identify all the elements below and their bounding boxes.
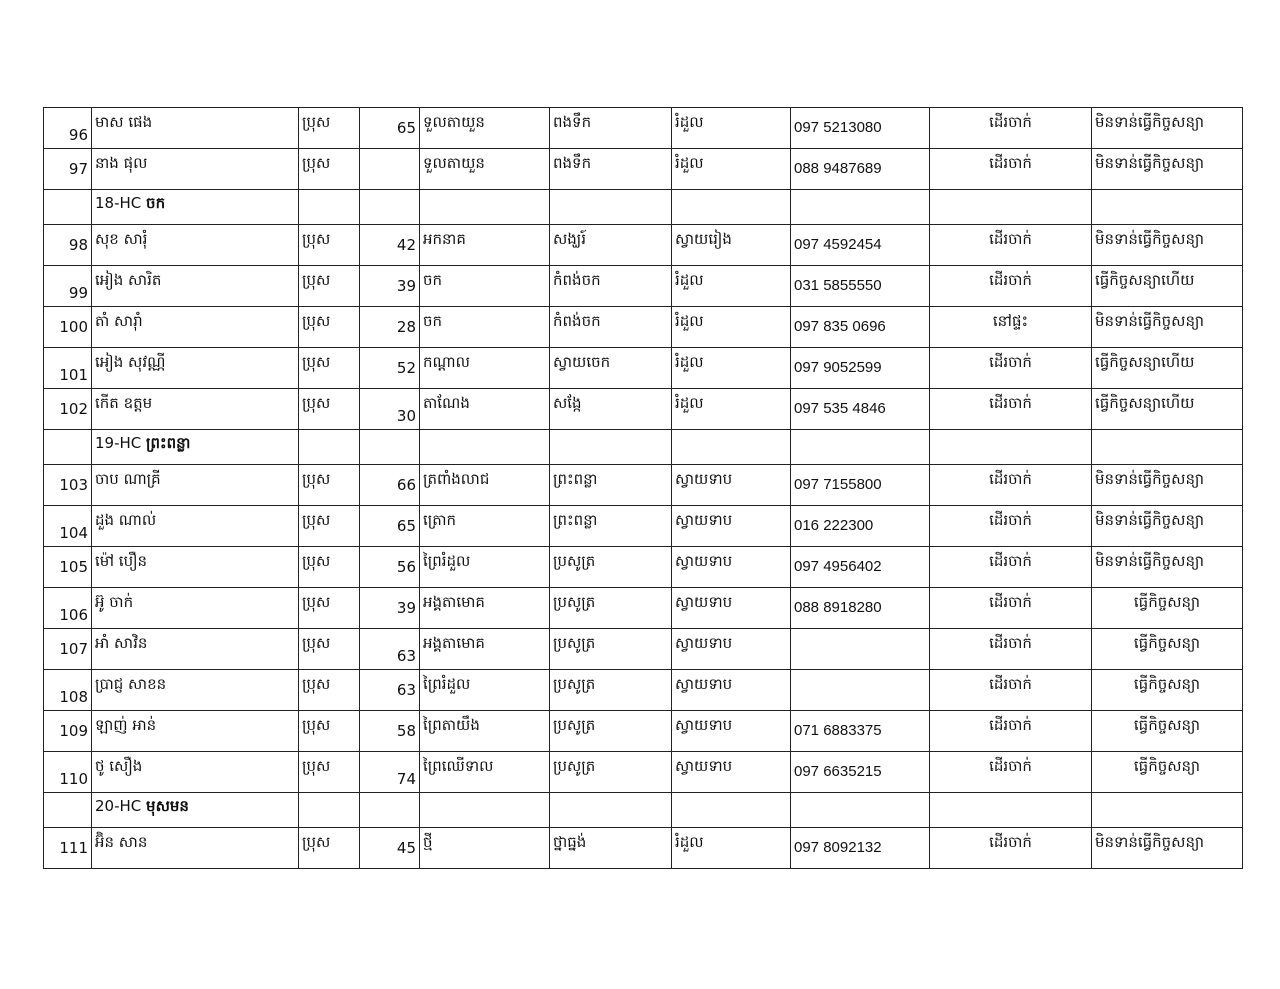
phone-cell: 016 222300: [791, 506, 930, 547]
row-number-cell: 111: [44, 828, 92, 869]
contract-remark-cell: មិនទាន់ធ្វើកិច្ចសន្យា: [1092, 465, 1243, 506]
row-number-cell: 107: [44, 629, 92, 670]
age-cell: 66: [360, 465, 420, 506]
group-empty-cell: [299, 430, 360, 465]
phone-cell: 097 835 0696: [791, 307, 930, 348]
status-cell: ដើរចាក់: [930, 225, 1092, 266]
group-empty-cell: [360, 190, 420, 225]
commune-cell: ប្រសូត្រ: [550, 752, 672, 793]
sex-cell: ប្រុស: [299, 348, 360, 389]
contract-remark-cell: មិនទាន់ធ្វើកិច្ចសន្យា: [1092, 506, 1243, 547]
sex-cell: ប្រុស: [299, 465, 360, 506]
status-cell: ដើរចាក់: [930, 629, 1092, 670]
group-code: 19-HC: [95, 434, 142, 452]
status-cell: ដើរចាក់: [930, 588, 1092, 629]
age-cell: 42: [360, 225, 420, 266]
age-cell: 39: [360, 588, 420, 629]
village-cell: ទួលតាយួន: [420, 108, 550, 149]
row-number-cell: 106: [44, 588, 92, 629]
district-cell: ស្វាយទាប: [672, 506, 791, 547]
village-cell: ព្រៃរំដួល: [420, 547, 550, 588]
table-row: [44, 225, 1243, 266]
name-cell: ចាប ណាគ្រី: [92, 465, 299, 506]
commune-cell: សង្កែ: [550, 389, 672, 430]
table-row: [44, 389, 1243, 430]
group-empty-cell: [791, 430, 930, 465]
status-cell: ដើរចាក់: [930, 506, 1092, 547]
table-row: [44, 588, 1243, 629]
contract-remark-cell: មិនទាន់ធ្វើកិច្ចសន្យា: [1092, 547, 1243, 588]
contract-remark-cell: ធ្វើកិច្ចសន្យា: [1092, 711, 1243, 752]
group-empty-cell: [791, 190, 930, 225]
village-cell: អង្គតាមោគ: [420, 588, 550, 629]
village-cell: ត្រពាំងលាជ: [420, 465, 550, 506]
table-row: [44, 266, 1243, 307]
age-cell: 52: [360, 348, 420, 389]
age-cell: 63: [360, 629, 420, 670]
village-cell: ចក: [420, 266, 550, 307]
group-empty-cell: [672, 430, 791, 465]
village-cell: អកនាគ: [420, 225, 550, 266]
sex-cell: ប្រុស: [299, 506, 360, 547]
name-cell: តាំ សារ៉ាំ: [92, 307, 299, 348]
sex-cell: ប្រុស: [299, 266, 360, 307]
phone-cell: [791, 670, 930, 711]
table-row: [44, 506, 1243, 547]
row-number-cell: 105: [44, 547, 92, 588]
age-cell: 65: [360, 108, 420, 149]
table-row: [44, 307, 1243, 348]
district-cell: ស្វាយទាប: [672, 752, 791, 793]
commune-cell: កំពង់ចក: [550, 266, 672, 307]
district-cell: រំដួល: [672, 266, 791, 307]
village-cell: ចក: [420, 307, 550, 348]
name-cell: ឡាញ់ អាន់: [92, 711, 299, 752]
district-cell: ស្វាយទាប: [672, 629, 791, 670]
sex-cell: ប្រុស: [299, 149, 360, 190]
contract-remark-cell: មិនទាន់ធ្វើកិច្ចសន្យា: [1092, 108, 1243, 149]
age-cell: 58: [360, 711, 420, 752]
commune-cell: ប្រសូត្រ: [550, 588, 672, 629]
group-empty-cell: [44, 430, 92, 465]
age-cell: 56: [360, 547, 420, 588]
status-cell: ដើរចាក់: [930, 752, 1092, 793]
sex-cell: ប្រុស: [299, 670, 360, 711]
village-cell: ត្រោក: [420, 506, 550, 547]
commune-cell: ថ្នាធ្នង់: [550, 828, 672, 869]
sex-cell: ប្រុស: [299, 588, 360, 629]
contract-remark-cell: ធ្វើកិច្ចសន្យាហើយ: [1092, 348, 1243, 389]
commune-cell: ប្រសូត្រ: [550, 711, 672, 752]
group-empty-cell: [360, 430, 420, 465]
age-cell: [360, 149, 420, 190]
commune-cell: ស្វាយចេក: [550, 348, 672, 389]
row-number-cell: 103: [44, 465, 92, 506]
name-cell: អៀង សុវណ្ណី: [92, 348, 299, 389]
district-cell: ស្វាយរៀង: [672, 225, 791, 266]
phone-cell: 031 5855550: [791, 266, 930, 307]
group-empty-cell: [299, 190, 360, 225]
row-number-cell: 101: [44, 348, 92, 389]
commune-cell: កំពង់ចក: [550, 307, 672, 348]
name-cell: ដួង ណាល់: [92, 506, 299, 547]
phone-cell: 097 6635215: [791, 752, 930, 793]
contract-remark-cell: ធ្វើកិច្ចសន្យា: [1092, 629, 1243, 670]
contract-remark-cell: មិនទាន់ធ្វើកិច្ចសន្យា: [1092, 307, 1243, 348]
contract-remark-cell: មិនទាន់ធ្វើកិច្ចសន្យា: [1092, 225, 1243, 266]
group-empty-cell: [930, 793, 1092, 828]
contract-remark-cell: ធ្វើកិច្ចសន្យា: [1092, 588, 1243, 629]
group-empty-cell: [360, 793, 420, 828]
group-code: 18-HC: [95, 194, 142, 212]
sex-cell: ប្រុស: [299, 307, 360, 348]
district-cell: រំដួល: [672, 108, 791, 149]
phone-cell: 097 535 4846: [791, 389, 930, 430]
group-empty-cell: [930, 190, 1092, 225]
group-empty-cell: [672, 793, 791, 828]
status-cell: ដើរចាក់: [930, 389, 1092, 430]
phone-cell: 097 9052599: [791, 348, 930, 389]
status-cell: ដើរចាក់: [930, 465, 1092, 506]
table-row: [44, 348, 1243, 389]
name-cell: ប្រាជ្ញ សាខន: [92, 670, 299, 711]
group-empty-cell: [299, 793, 360, 828]
group-name-cell: [92, 793, 299, 828]
district-cell: រំដួល: [672, 828, 791, 869]
sex-cell: ប្រុស: [299, 711, 360, 752]
village-cell: ព្រៃតាយឹង: [420, 711, 550, 752]
table-body: [44, 108, 1243, 869]
district-cell: ស្វាយទាប: [672, 465, 791, 506]
commune-cell: ពងទឹក: [550, 149, 672, 190]
district-cell: ស្វាយទាប: [672, 670, 791, 711]
name-cell: មាស ផេង: [92, 108, 299, 149]
patient-list-table: [43, 107, 1243, 869]
row-number-cell: 102: [44, 389, 92, 430]
age-cell: 74: [360, 752, 420, 793]
group-empty-cell: [420, 430, 550, 465]
age-cell: 28: [360, 307, 420, 348]
status-cell: ដើរចាក់: [930, 828, 1092, 869]
row-number-cell: 99: [44, 266, 92, 307]
commune-cell: ព្រះពន្លា: [550, 465, 672, 506]
name-cell: អ៊ិន សាន: [92, 828, 299, 869]
commune-cell: សង្ឃរ៍: [550, 225, 672, 266]
sex-cell: ប្រុស: [299, 547, 360, 588]
phone-cell: 097 7155800: [791, 465, 930, 506]
village-cell: ព្រៃឈើទាល: [420, 752, 550, 793]
row-number-cell: 108: [44, 670, 92, 711]
group-empty-cell: [44, 190, 92, 225]
table-row: [44, 711, 1243, 752]
group-empty-cell: [420, 190, 550, 225]
row-number-cell: 109: [44, 711, 92, 752]
group-empty-cell: [672, 190, 791, 225]
contract-remark-cell: ធ្វើកិច្ចសន្យាហើយ: [1092, 266, 1243, 307]
commune-cell: ប្រសូត្រ: [550, 629, 672, 670]
contract-remark-cell: មិនទាន់ធ្វើកិច្ចសន្យា: [1092, 828, 1243, 869]
phone-cell: 097 8092132: [791, 828, 930, 869]
age-cell: 39: [360, 266, 420, 307]
district-cell: រំដួល: [672, 149, 791, 190]
age-cell: 45: [360, 828, 420, 869]
village-cell: ថ្មី: [420, 828, 550, 869]
village-cell: កណ្ដាល: [420, 348, 550, 389]
phone-cell: 071 6883375: [791, 711, 930, 752]
district-cell: រំដួល: [672, 389, 791, 430]
district-cell: ស្វាយទាប: [672, 547, 791, 588]
sex-cell: ប្រុស: [299, 225, 360, 266]
status-cell: ដើរចាក់: [930, 348, 1092, 389]
contract-remark-cell: មិនទាន់ធ្វើកិច្ចសន្យា: [1092, 149, 1243, 190]
group-empty-cell: [550, 793, 672, 828]
group-empty-cell: [791, 793, 930, 828]
status-cell: នៅផ្ទះ: [930, 307, 1092, 348]
phone-cell: 097 4956402: [791, 547, 930, 588]
group-code: 20-HC: [95, 797, 142, 815]
status-cell: ដើរចាក់: [930, 108, 1092, 149]
group-empty-cell: [420, 793, 550, 828]
age-cell: 63: [360, 670, 420, 711]
commune-cell: ព្រះពន្លា: [550, 506, 672, 547]
phone-cell: 088 8918280: [791, 588, 930, 629]
village-cell: អង្គតាមោគ: [420, 629, 550, 670]
phone-cell: 088 9487689: [791, 149, 930, 190]
name-cell: កើត ឧត្តម: [92, 389, 299, 430]
district-cell: រំដួល: [672, 348, 791, 389]
table-row: [44, 547, 1243, 588]
group-header-row: [44, 793, 1243, 828]
name-cell: ថូ សឿង: [92, 752, 299, 793]
district-cell: រំដួល: [672, 307, 791, 348]
commune-cell: ពងទឹក: [550, 108, 672, 149]
row-number-cell: 98: [44, 225, 92, 266]
status-cell: ដើរចាក់: [930, 266, 1092, 307]
row-number-cell: 97: [44, 149, 92, 190]
village-cell: ទួលតាយួន: [420, 149, 550, 190]
row-number-cell: 96: [44, 108, 92, 149]
group-name-cell: [92, 430, 299, 465]
group-name: ព្រះពន្លា: [146, 434, 191, 452]
group-name: មុសមន: [146, 797, 189, 815]
group-empty-cell: [44, 793, 92, 828]
district-cell: ស្វាយទាប: [672, 588, 791, 629]
status-cell: ដើរចាក់: [930, 149, 1092, 190]
sex-cell: ប្រុស: [299, 828, 360, 869]
group-empty-cell: [1092, 430, 1243, 465]
table-row: [44, 629, 1243, 670]
contract-remark-cell: ធ្វើកិច្ចសន្យាហើយ: [1092, 389, 1243, 430]
sex-cell: ប្រុស: [299, 389, 360, 430]
name-cell: អ៊ូ ចាក់: [92, 588, 299, 629]
status-cell: ដើរចាក់: [930, 711, 1092, 752]
status-cell: ដើរចាក់: [930, 670, 1092, 711]
table-row: [44, 828, 1243, 869]
group-empty-cell: [1092, 190, 1243, 225]
status-cell: ដើរចាក់: [930, 547, 1092, 588]
table-row: [44, 752, 1243, 793]
commune-cell: ប្រសូត្រ: [550, 547, 672, 588]
row-number-cell: 104: [44, 506, 92, 547]
group-header-row: [44, 190, 1243, 225]
table-row: [44, 670, 1243, 711]
table-row: [44, 465, 1243, 506]
village-cell: ព្រៃរំដួល: [420, 670, 550, 711]
group-name: ចក: [146, 194, 166, 212]
district-cell: ស្វាយទាប: [672, 711, 791, 752]
contract-remark-cell: ធ្វើកិច្ចសន្យា: [1092, 752, 1243, 793]
table-row: [44, 108, 1243, 149]
table-row: [44, 149, 1243, 190]
name-cell: នាង ផុល: [92, 149, 299, 190]
group-name-cell: [92, 190, 299, 225]
row-number-cell: 110: [44, 752, 92, 793]
group-empty-cell: [550, 190, 672, 225]
row-number-cell: 100: [44, 307, 92, 348]
phone-cell: [791, 629, 930, 670]
name-cell: អាំ សាវិន: [92, 629, 299, 670]
commune-cell: ប្រសូត្រ: [550, 670, 672, 711]
group-empty-cell: [550, 430, 672, 465]
name-cell: ម៉ៅ បឿន: [92, 547, 299, 588]
sex-cell: ប្រុស: [299, 108, 360, 149]
group-empty-cell: [1092, 793, 1243, 828]
age-cell: 65: [360, 506, 420, 547]
contract-remark-cell: ធ្វើកិច្ចសន្យា: [1092, 670, 1243, 711]
age-cell: 30: [360, 389, 420, 430]
sex-cell: ប្រុស: [299, 629, 360, 670]
phone-cell: 097 4592454: [791, 225, 930, 266]
group-header-row: [44, 430, 1243, 465]
village-cell: តាណែង: [420, 389, 550, 430]
name-cell: អៀង សារិត: [92, 266, 299, 307]
phone-cell: 097 5213080: [791, 108, 930, 149]
sex-cell: ប្រុស: [299, 752, 360, 793]
name-cell: សុខ សារុំ: [92, 225, 299, 266]
group-empty-cell: [930, 430, 1092, 465]
